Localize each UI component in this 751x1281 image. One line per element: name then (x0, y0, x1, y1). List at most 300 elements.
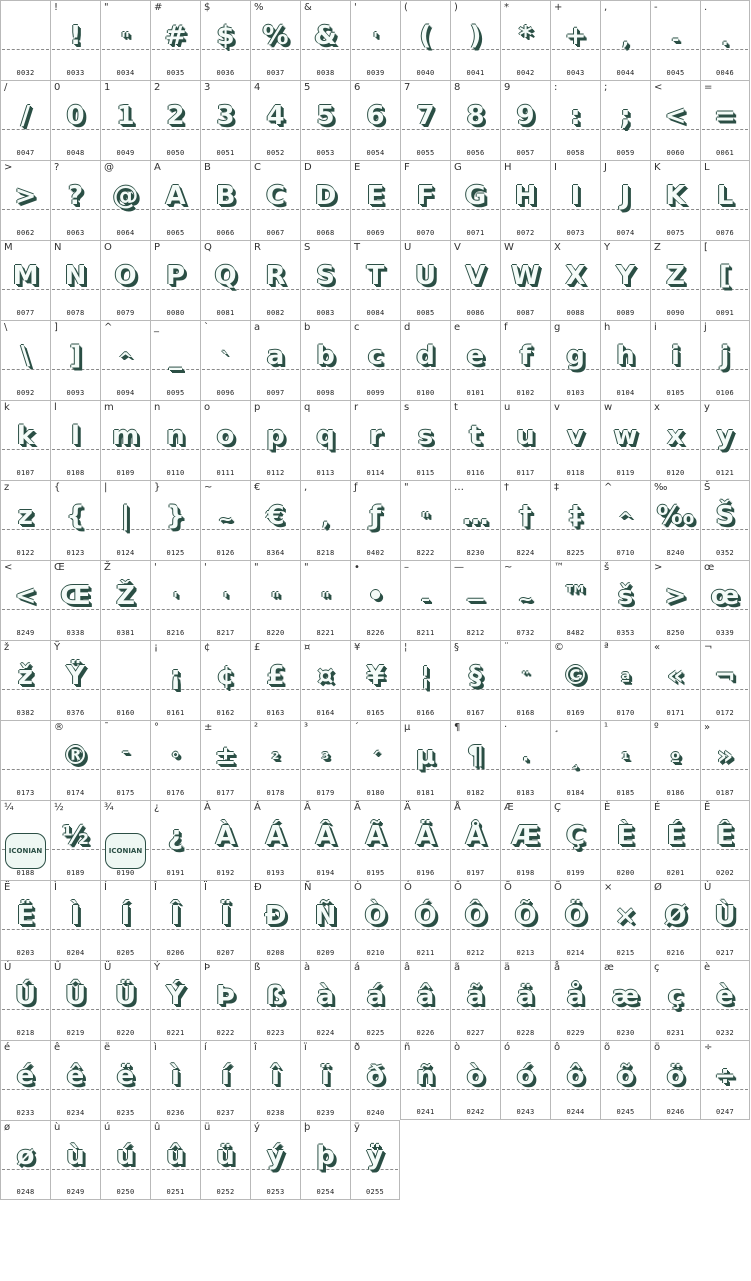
glyph-cell (350, 880, 400, 960)
glyph-preview: £ (266, 661, 285, 691)
glyph-cell (100, 0, 150, 80)
glyph-cell (0, 1120, 50, 1200)
glyph-char-label: ü (204, 1122, 211, 1133)
glyph-cell (200, 400, 250, 480)
glyph-char-label: Z (654, 242, 661, 253)
glyph-preview: Q (214, 261, 237, 291)
glyph-cell (450, 640, 500, 720)
glyph-char-label: Þ (204, 962, 211, 973)
glyph-preview: ç (667, 981, 684, 1011)
glyph-char-label: ` (204, 322, 209, 333)
glyph-char-label: Ò (354, 882, 362, 893)
glyph-cell (600, 0, 650, 80)
glyph-code-label: 0161 (166, 709, 185, 717)
glyph-char-label: f (504, 322, 508, 333)
glyph-code-label: 0223 (266, 1029, 285, 1037)
glyph-preview: ' (222, 589, 229, 610)
glyph-preview: e (466, 341, 485, 371)
glyph-code-label: 0219 (66, 1029, 85, 1037)
glyph-cell (650, 960, 700, 1040)
glyph-preview: Ï (220, 901, 231, 931)
glyph-char-label: ' (354, 2, 357, 13)
glyph-preview: Ð (264, 901, 287, 931)
glyph-char-label: B (204, 162, 211, 173)
glyph-cell (350, 80, 400, 160)
glyph-char-label: " (254, 562, 259, 573)
glyph-code-label: 0035 (166, 69, 185, 77)
glyph-preview: Å (465, 821, 486, 851)
glyph-code-label: 0068 (316, 229, 335, 237)
glyph-code-label: 8250 (666, 629, 685, 637)
glyph-code-label: 0070 (416, 229, 435, 237)
glyph-char-label: ° (154, 722, 159, 733)
glyph-cell (0, 80, 50, 160)
glyph-cell (50, 0, 100, 80)
glyph-code-label: 0178 (266, 789, 285, 797)
glyph-code-label: 0244 (566, 1108, 585, 1116)
glyph-char-label: ' (154, 562, 157, 573)
glyph-code-label: 0060 (666, 149, 685, 157)
glyph-preview: á (366, 981, 385, 1011)
glyph-char-label: j (704, 322, 707, 333)
glyph-preview: " (270, 589, 281, 610)
glyph-cell (350, 1120, 400, 1200)
glyph-code-label: 0046 (715, 69, 735, 77)
glyph-preview: í (221, 1061, 230, 1091)
glyph-char-label: W (504, 242, 514, 253)
glyph-preview: Ò (364, 901, 387, 931)
glyph-preview: O (114, 261, 137, 291)
glyph-preview: p (266, 421, 285, 451)
glyph-preview: ´ (371, 749, 380, 770)
glyph-cell (250, 400, 300, 480)
glyph-preview: î (271, 1061, 280, 1091)
glyph-preview: ª (620, 669, 631, 690)
glyph-code-label: 0079 (116, 309, 135, 317)
glyph-char-label: ÿ (354, 1122, 360, 1133)
glyph-preview: Æ (511, 821, 540, 851)
glyph-cell (0, 320, 50, 400)
glyph-char-label: õ (604, 1042, 611, 1053)
glyph-cell (0, 400, 50, 480)
glyph-cell (350, 240, 400, 320)
glyph-code-label: 0080 (166, 309, 185, 317)
baseline-guide (102, 689, 149, 690)
glyph-preview: 3 (216, 101, 235, 131)
glyph-preview: Õ (514, 901, 537, 931)
glyph-code-label: 0339 (715, 629, 735, 637)
glyph-preview: Ñ (314, 901, 337, 931)
glyph-code-label: 0218 (16, 1029, 35, 1037)
glyph-cell (350, 720, 400, 800)
glyph-char-label: G (454, 162, 462, 173)
glyph-code-label: 0732 (516, 629, 535, 637)
glyph-cell (350, 640, 400, 720)
glyph-code-label: 0112 (266, 469, 285, 477)
glyph-code-label: 0207 (216, 949, 235, 957)
glyph-char-label: e (454, 322, 461, 333)
glyph-char-label: ! (54, 2, 59, 13)
glyph-char-label: † (504, 482, 509, 493)
glyph-char-label: á (354, 962, 361, 973)
glyph-preview: Œ (60, 581, 91, 611)
glyph-char-label: _ (154, 322, 159, 333)
glyph-char-label: ¶ (454, 722, 461, 733)
glyph-preview: Ý (166, 981, 185, 1011)
glyph-char-label: l (54, 402, 57, 413)
glyph-code-label: 0197 (466, 869, 485, 877)
glyph-cell (200, 800, 250, 880)
glyph-char-label: ± (204, 722, 213, 733)
glyph-char-label: J (604, 162, 607, 173)
glyph-char-label: • (354, 562, 360, 573)
glyph-preview: > (664, 581, 687, 611)
glyph-cell (250, 1040, 300, 1120)
glyph-preview: ² (271, 749, 280, 770)
glyph-cell (350, 0, 400, 80)
glyph-code-label: 0106 (715, 389, 735, 397)
glyph-cell (550, 80, 600, 160)
glyph-code-label: 0254 (316, 1188, 335, 1196)
glyph-cell (500, 880, 550, 960)
glyph-code-label: 0038 (316, 69, 335, 77)
glyph-code-label: 0230 (616, 1029, 635, 1037)
glyph-code-label: 0051 (216, 149, 235, 157)
glyph-cell (400, 0, 450, 80)
glyph-preview: x (667, 421, 684, 451)
glyph-preview: ä (516, 981, 535, 1011)
glyph-cell (700, 400, 750, 480)
glyph-preview: ì (171, 1061, 180, 1091)
glyph-char-label: ç (654, 962, 660, 973)
glyph-cell (300, 640, 350, 720)
glyph-preview: ‰ (656, 501, 695, 531)
glyph-preview: ü (216, 1141, 235, 1171)
glyph-code-label: 0180 (366, 789, 385, 797)
glyph-cell (100, 800, 150, 880)
glyph-char-label: Ó (404, 882, 412, 893)
glyph-cell (600, 1040, 650, 1120)
glyph-cell (250, 880, 300, 960)
glyph-code-label: 0093 (66, 389, 85, 397)
glyph-code-label: 0183 (516, 789, 535, 797)
glyph-preview: c (367, 341, 384, 371)
glyph-code-label: 0042 (516, 69, 535, 77)
glyph-cell (100, 160, 150, 240)
glyph-char-label: S (304, 242, 311, 253)
glyph-code-label: 0094 (116, 389, 135, 397)
glyph-preview: ê (66, 1061, 85, 1091)
glyph-char-label: â (404, 962, 411, 973)
glyph-preview (1, 833, 50, 869)
glyph-cell (400, 1040, 450, 1120)
glyph-char-label: L (704, 162, 710, 173)
glyph-preview: ¥ (366, 661, 385, 691)
glyph-code-label: 0235 (116, 1109, 135, 1117)
glyph-preview: à (316, 981, 335, 1011)
glyph-preview: È (616, 821, 635, 851)
glyph-char-label: g (554, 322, 561, 333)
glyph-char-label: º (654, 722, 659, 733)
glyph-char-label: ™ (554, 562, 564, 573)
glyph-cell (100, 720, 150, 800)
glyph-preview: ¤ (317, 661, 334, 691)
glyph-cell (400, 640, 450, 720)
glyph-char-label: \ (4, 322, 8, 333)
glyph-cell (400, 320, 450, 400)
glyph-preview: Á (265, 821, 286, 851)
glyph-cell (200, 960, 250, 1040)
glyph-preview: × (614, 901, 637, 931)
glyph-char-label: ð (354, 1042, 361, 1053)
glyph-cell (450, 880, 500, 960)
glyph-code-label: 0239 (316, 1109, 335, 1117)
glyph-char-label: 6 (354, 82, 361, 93)
glyph-code-label: 0338 (66, 629, 85, 637)
glyph-code-label: 0096 (216, 389, 235, 397)
glyph-cell (450, 960, 500, 1040)
glyph-cell (300, 0, 350, 80)
glyph-char-label: Ã (354, 802, 361, 813)
glyph-char-label: Ø (654, 882, 662, 893)
glyph-preview: # (164, 21, 187, 51)
glyph-char-label: M (4, 242, 13, 253)
glyph-cell (50, 400, 100, 480)
glyph-cell (300, 720, 350, 800)
glyph-preview: Î (170, 901, 181, 931)
glyph-preview: æ (611, 981, 640, 1011)
glyph-cell (400, 880, 450, 960)
glyph-char-label: { (54, 482, 61, 493)
glyph-char-label: > (654, 562, 663, 573)
glyph-char-label: > (4, 162, 13, 173)
glyph-char-label: ^ (104, 322, 113, 333)
glyph-char-label: R (254, 242, 261, 253)
glyph-cell (500, 800, 550, 880)
glyph-code-label: 8212 (466, 629, 485, 637)
glyph-code-label: 0105 (666, 389, 685, 397)
glyph-preview: † (519, 501, 532, 531)
glyph-code-label: 0215 (616, 949, 635, 957)
glyph-code-label: 8211 (416, 629, 435, 637)
glyph-preview: r (369, 421, 382, 451)
glyph-cell (600, 640, 650, 720)
glyph-char-label: - (654, 2, 658, 13)
glyph-preview: Y (616, 261, 635, 291)
glyph-char-label: · (504, 722, 508, 733)
glyph-preview: 7 (416, 101, 435, 131)
glyph-preview: 5 (316, 101, 335, 131)
glyph-preview: Ã (365, 821, 386, 851)
glyph-cell (500, 80, 550, 160)
glyph-preview: k (16, 421, 35, 451)
glyph-code-label: 0043 (566, 69, 585, 77)
glyph-code-label: 0164 (316, 709, 335, 717)
glyph-cell (650, 240, 700, 320)
glyph-cell (0, 560, 50, 640)
glyph-code-label: 8230 (466, 549, 485, 557)
glyph-preview: ‡ (569, 501, 582, 531)
glyph-cell (200, 880, 250, 960)
glyph-code-label: 0040 (416, 69, 435, 77)
glyph-code-label: 0059 (616, 149, 635, 157)
glyph-cell (600, 80, 650, 160)
glyph-code-label: 0067 (266, 229, 285, 237)
glyph-code-label: 0047 (16, 149, 35, 157)
glyph-preview: © (562, 661, 589, 691)
glyph-cell (700, 640, 750, 720)
glyph-char-label: Õ (504, 882, 512, 893)
glyph-preview: I (570, 181, 581, 211)
glyph-cell (100, 640, 150, 720)
glyph-code-label: 0196 (416, 869, 435, 877)
glyph-cell (600, 400, 650, 480)
glyph-cell (300, 320, 350, 400)
glyph-cell (0, 720, 50, 800)
glyph-cell (100, 1040, 150, 1120)
glyph-cell (500, 640, 550, 720)
glyph-cell (0, 880, 50, 960)
glyph-code-label: 0077 (16, 309, 35, 317)
glyph-char-label: ] (54, 322, 58, 333)
glyph-preview: Ô (464, 901, 487, 931)
glyph-cell (350, 800, 400, 880)
glyph-code-label: 0203 (16, 949, 35, 957)
glyph-char-label: ž (4, 642, 10, 653)
glyph-char-label: h (604, 322, 611, 333)
glyph-cell (100, 80, 150, 160)
glyph-cell (700, 800, 750, 880)
glyph-char-label: m (104, 402, 114, 413)
glyph-preview: f (519, 341, 532, 371)
glyph-code-label: 0236 (166, 1109, 185, 1117)
glyph-code-label: 0036 (216, 69, 235, 77)
glyph-preview: / (20, 101, 31, 131)
glyph-code-label: 0382 (16, 709, 35, 717)
glyph-char-label: 5 (304, 82, 311, 93)
glyph-char-label: ; (604, 82, 608, 93)
glyph-char-label: z (4, 482, 10, 493)
glyph-code-label: 0205 (116, 949, 135, 957)
glyph-char-label: Ä (404, 802, 411, 813)
glyph-code-label: 0113 (316, 469, 335, 477)
glyph-cell (150, 880, 200, 960)
glyph-preview: ½ (62, 821, 89, 851)
glyph-code-label: 0175 (116, 789, 135, 797)
glyph-preview: è (716, 981, 734, 1011)
glyph-code-label: 0087 (516, 309, 535, 317)
glyph-preview: ë (116, 1061, 135, 1091)
glyph-cell (0, 960, 50, 1040)
glyph-char-label: ò (454, 1042, 461, 1053)
glyph-cell (500, 560, 550, 640)
glyph-code-label: 0184 (566, 789, 585, 797)
glyph-code-label: 8222 (416, 549, 435, 557)
glyph-preview: y (716, 421, 734, 451)
glyph-preview: Ö (564, 901, 587, 931)
glyph-char-label: ø (4, 1122, 11, 1133)
glyph-cell (700, 240, 750, 320)
glyph-cell (700, 880, 750, 960)
glyph-cell (550, 160, 600, 240)
glyph-preview: Þ (215, 981, 236, 1011)
glyph-preview: … (462, 501, 489, 531)
glyph-char-label: x (654, 402, 660, 413)
glyph-preview: a (266, 341, 285, 371)
glyph-preview: P (165, 261, 186, 291)
glyph-code-label: 0034 (116, 69, 135, 77)
glyph-cell (700, 320, 750, 400)
glyph-char-label: 4 (254, 82, 261, 93)
glyph-code-label: 0075 (666, 229, 685, 237)
glyph-cell (250, 0, 300, 80)
glyph-char-label: , (604, 2, 608, 13)
glyph-code-label: 0090 (666, 309, 685, 317)
glyph-char-label: : (554, 82, 558, 93)
glyph-char-label: î (254, 1042, 257, 1053)
glyph-preview: ' (372, 29, 379, 50)
glyph-char-label: © (554, 642, 564, 653)
glyph-cell (400, 160, 450, 240)
glyph-cell (200, 480, 250, 560)
glyph-char-label: 2 (154, 82, 161, 93)
glyph-preview: å (566, 981, 585, 1011)
glyph-char-label: ñ (404, 1042, 411, 1053)
glyph-cell (0, 0, 50, 80)
glyph-code-label: 0225 (366, 1029, 385, 1037)
logo-badge: ICONIAN (105, 833, 146, 869)
glyph-char-label: E (354, 162, 361, 173)
glyph-cell (400, 480, 450, 560)
glyph-preview: U (414, 261, 437, 291)
glyph-cell (50, 560, 100, 640)
glyph-char-label: í (204, 1042, 207, 1053)
glyph-cell (100, 560, 150, 640)
glyph-char-label: Ö (554, 882, 562, 893)
glyph-preview: E (366, 181, 385, 211)
glyph-preview: T (366, 261, 385, 291)
glyph-cell (150, 640, 200, 720)
glyph-char-label: < (4, 562, 13, 573)
glyph-code-label: 8220 (266, 629, 285, 637)
glyph-code-label: 0222 (216, 1029, 235, 1037)
glyph-preview: * (518, 21, 533, 51)
glyph-cell (700, 0, 750, 80)
glyph-code-label: 0115 (416, 469, 435, 477)
glyph-cell (400, 800, 450, 880)
glyph-preview: Ø (664, 901, 687, 931)
glyph-cell (250, 960, 300, 1040)
glyph-cell (450, 400, 500, 480)
glyph-code-label: 0081 (216, 309, 235, 317)
glyph-char-label: I (554, 162, 557, 173)
glyph-preview: s (417, 421, 434, 451)
glyph-char-label: Ì (54, 882, 57, 893)
glyph-char-label: ¼ (4, 802, 14, 813)
glyph-code-label: 0061 (715, 149, 735, 157)
glyph-preview: [ (719, 261, 731, 291)
glyph-cell (550, 880, 600, 960)
glyph-preview: 6 (366, 101, 385, 131)
glyph-char-label: Ð (254, 882, 262, 893)
glyph-cell (650, 320, 700, 400)
glyph-code-label: 8225 (566, 549, 585, 557)
glyph-char-label: Ï (204, 882, 207, 893)
glyph-preview: \ (20, 341, 31, 371)
glyph-code-label: 0228 (516, 1029, 535, 1037)
glyph-preview: 1 (116, 101, 135, 131)
glyph-code-label: 0248 (16, 1188, 35, 1196)
